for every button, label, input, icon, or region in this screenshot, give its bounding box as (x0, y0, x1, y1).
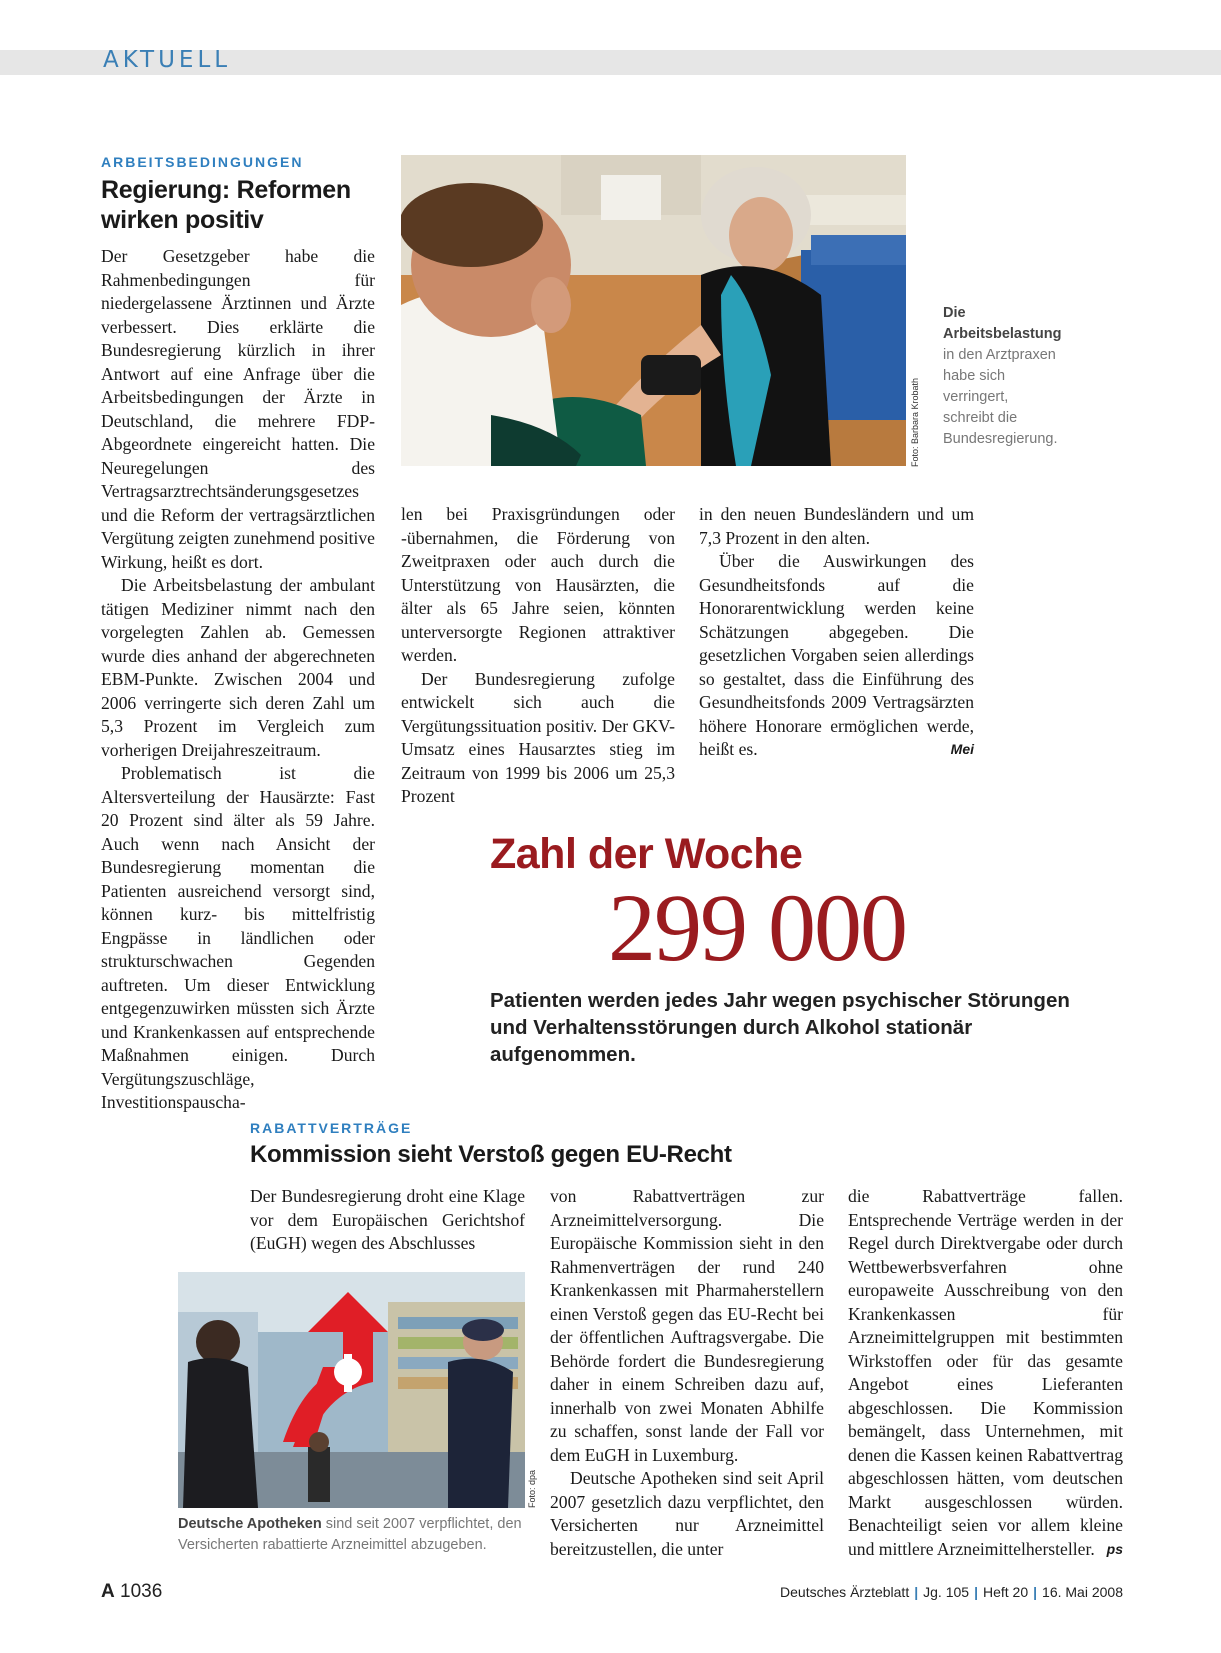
article1-kicker: ARBEITSBEDINGUNGEN (101, 154, 304, 170)
zahl-der-woche-number: 299 000 (608, 874, 906, 981)
article2-photo (178, 1272, 525, 1508)
journal-volume: Jg. 105 (923, 1584, 970, 1600)
article2-title: Kommission sieht Verstoß gegen EU-Recht (250, 1141, 732, 1168)
caption-text: sind seit 2007 verpflichtet, den Versicherten rabattierte Arzneimittel abzugeben. (178, 1516, 522, 1553)
caption-text: in den Arztpraxen habe sich verringert, schreibt die Bundesregierung. (943, 347, 1058, 447)
article1-photo (401, 155, 906, 466)
article1-column-1 (101, 245, 375, 1115)
journal-name: Deutsches Ärzteblatt (780, 1584, 910, 1600)
journal-date: 16. Mai 2008 (1042, 1584, 1123, 1600)
author-signature: Mei (950, 741, 974, 757)
paragraph: Der Gesetzgeber habe die Rahmenbedingungen für niedergelassene Ärztinnen und Ärzte verbessert. Dies erklärte die Bundesregierung kürzlich in ihrer Antwort auf eine Anfrage über die Arbeitsbedingungen der Ärzte in Deutschland, die mehrere FDP-Abgeordnete eingereicht hatten. Die Neuregelungen des Vertragsarztrechtsänderungsgesetzes und die Reform der vertragsärztlichen Vergütung zeigten zunehmend positive Wirkung, heißt es dort. (101, 246, 375, 572)
journal-issue: Heft 20 (982, 1584, 1029, 1600)
article1-caption (943, 303, 1061, 450)
article2-column-3 (848, 1185, 1123, 1561)
paragraph: in den neuen Bundesländern und um 7,3 Prozent in den alten. (699, 504, 974, 548)
zahl-der-woche-title: Zahl der Woche (490, 830, 803, 878)
article1-title: Regierung: Reformen wirken positiv (101, 176, 351, 234)
paragraph: Der Bundesregierung zufolge entwickelt sich auch die Vergütungssituation positiv. Der GKV-Umsatz eines Hausarztes stieg im Zeitraum von 1999 bis 2006 um 25,3 Prozent (401, 668, 675, 806)
caption-lead: Die Arbeitsbelastung (943, 305, 1062, 342)
article2-kicker: RABATTVERTRÄGE (250, 1120, 413, 1136)
footer-citation: Deutsches Ärzteblatt | Jg. 105 | Heft 20 | 16. Mai 2008 (780, 1584, 1123, 1600)
page-number: A 1036 (101, 1581, 163, 1602)
paragraph: len bei Praxisgründungen oder -übernahmen, die Förderung von Zweitpraxen oder auch durch die Unterstützung von Hausärzten, die älter als 65 Jahre seien, könnten unterversorgte Regionen attraktiver werden. (401, 504, 675, 665)
caption-lead: Deutsche Apotheken (178, 1516, 322, 1532)
paragraph: die Rabattverträge fallen. Entsprechende Verträge werden in der Regel durch Direktvergabe oder durch Wettbewerbsverfahren ohne europaweite Ausschreibung von den Krankenkassen für Arzneimittelgruppen mit bestimmten Wirkstoffen oder für das gesamte Angebot eines Lieferanten abgeschlossen. Die Kommission bemängelt, dass Unternehmen, mit denen die Kassen keinen Rabattvertrag abgeschlossen hätten, vom deutschen Markt ausgeschlossen würden. Benachteiligt seien vor allem kleine und mittlere Arzneimittelhersteller. ps (848, 1185, 1123, 1561)
paragraph: Problematisch ist die Altersverteilung der Hausärzte: Fast 20 Prozent sind älter als 59 Jahre. Auch wenn nach Ansicht der Bundesregierung momentan die Patienten ausreichend versorgt sind, können kurz- bis mittelfristig Engpässe in ländlichen oder strukturschwachen Gegenden auftreten. Um dieser Entwicklung entgegenzuwirken müssten sich Ärzte und Krankenkassen auf entsprechende Maßnahmen einigen. Durch Vergütungszuschläge, Investitionspauscha- (101, 763, 375, 1112)
paragraph: von Rabattverträgen zur Arzneimittelversorgung. Die Europäische Kommission sieht in den Rahmenverträgen der rund 240 Krankenkassen mit Pharmaherstellern einen Verstoß gegen das EU-Recht bei der öffentlichen Auftragsvergabe. Die Behörde fordert die Bundesregierung daher in einem Schreiben dazu auf, innerhalb von zwei Monaten Abhilfe zu schaffen, sonst lande der Fall vor dem EuGH in Luxemburg. (550, 1186, 824, 1465)
section-label: AKTUELL (103, 47, 232, 73)
author-signature: ps (1106, 1540, 1123, 1557)
photo-credit: Foto: Barbara Krobath (910, 377, 920, 467)
photo-credit: Foto: dpa (527, 1469, 537, 1508)
paragraph: Die Arbeitsbelastung der ambulant tätigen Mediziner nimmt nach den vorgelegten Zahlen ab. Gemessen wurde dies anhand der abgerechneten EBM-Punkte. Zwischen 2004 und 2006 verringerte sich deren Zahl um 5,3 Prozent im Vergleich zum vorherigen Dreijahreszeitraum. (101, 575, 375, 760)
zahl-der-woche-text: Patienten werden jedes Jahr wegen psychischer Störungen und Verhaltensstörungen durch Alkohol stationär aufgenommen. (490, 989, 1070, 1066)
article2-column-2 (550, 1185, 824, 1561)
article2-column-1 (250, 1185, 525, 1256)
article1-column-3 (699, 503, 974, 762)
article2-caption (178, 1514, 528, 1556)
article1-column-2 (401, 503, 675, 809)
paragraph: Über die Auswirkungen des Gesundheitsfonds auf die Honorarentwicklung werden keine Schätzungen abgegeben. Die gesetzlichen Vorgaben seien allerdings so gestaltet, dass die Einführung des Gesundheitsfonds 2009 Vertragsärzten höhere Honorare ermöglichen werde, heißt es. Mei (699, 550, 974, 762)
paragraph: Der Bundesregierung droht eine Klage vor dem Europäischen Gerichtshof (EuGH) wegen des Abschlusses (250, 1186, 525, 1253)
paragraph: Deutsche Apotheken sind seit April 2007 gesetzlich dazu verpflichtet, den Versicherten nur Arzneimittel bereitzustellen, die unter (550, 1468, 824, 1559)
